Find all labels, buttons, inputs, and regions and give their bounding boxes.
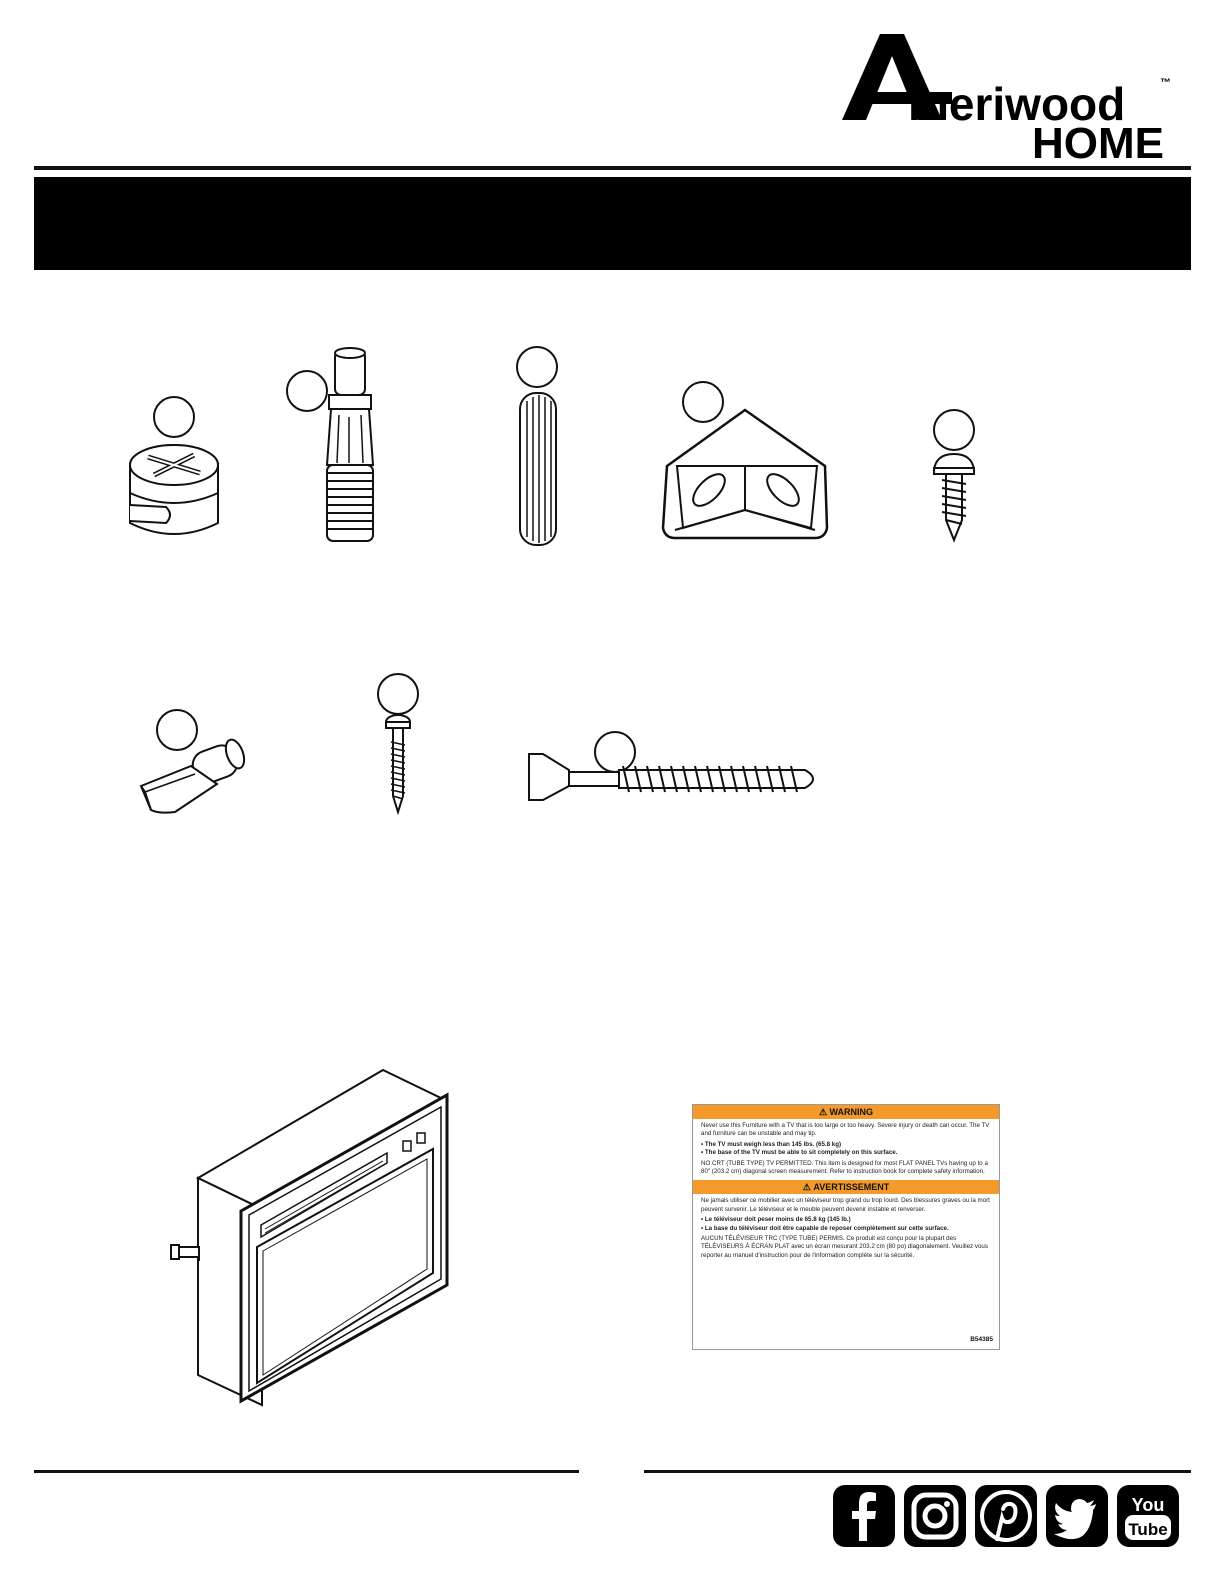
warning-triangle-icon: ⚠ [802,1182,814,1193]
warning-en-bullet-1: • The TV must weigh less than 145 lbs. (65.8 kg) [701,1140,842,1148]
tv-warning-label [692,1104,1000,1350]
warning-en-paragraph-1: Never use this Furniture with a TV that is too large or too heavy. Severe injury or death can occur. The TV and furniture can be unstable and may tip. [701,1122,990,1138]
youtube-icon[interactable] [1117,1485,1179,1547]
title-banner [34,177,1191,270]
pinterest-icon[interactable] [975,1485,1037,1547]
logo-trademark: ™ [1160,77,1171,89]
shelf-peg-icon [135,708,255,823]
cam-bolt-icon [283,345,393,550]
warning-fr-paragraph-2: AUCUN TÉLÉVISEUR TRC (TYPE TUBE) PERMIS. Ce produit est conçu pour la plupart des TÉLÉVISEURS À ÉCRAN PLAT avec un écran mesurant 203.2 cm (80 po) diagonalement. Veuillez vous reporter au manuel d'instruction pour de l'information complète sur la sécurité. [701,1235,988,1259]
footer-rule-right [644,1470,1191,1473]
logo-home-text: HOME [1032,119,1164,164]
warning-label-code: B54385 [970,1336,993,1343]
ameriwood-home-logo [842,34,1182,164]
pan-head-screw-icon [928,408,988,543]
cam-lock-icon [126,395,226,545]
twitter-icon[interactable] [1046,1485,1108,1547]
logo-wordmark: meriwood [908,78,1126,130]
flat-head-screw-icon [525,730,830,810]
fireplace-insert-illustration [165,1065,465,1410]
warning-fr-bullet-1: • Le téléviseur doit peser moins de 65.8 kg (145 lb.) [701,1216,851,1224]
wood-dowel-icon [510,345,570,550]
warning-triangle-icon: ⚠ [818,1107,830,1117]
warning-en-bullet-2: • The base of the TV must be able to sit completely on this surface. [701,1149,898,1157]
warning-body-en [693,1119,999,1180]
instagram-icon[interactable] [904,1485,966,1547]
youtube-top-text: You [1131,1495,1165,1515]
corner-bracket-icon [655,380,845,545]
small-screw-icon [372,672,432,817]
warning-body-fr [693,1194,999,1264]
warning-header-en: ⚠ WARNING [693,1105,999,1119]
part-bubble [154,397,194,437]
youtube-bottom-text: Tube [1128,1520,1168,1539]
warning-en-paragraph-2: NO CRT (TUBE TYPE) TV PERMITTED. This item is designed for most FLAT PANEL TVs having up to a 80" (203.2 cm) diagonal screen measurement. Refer to instruction book for complete safety information. [701,1159,988,1176]
footer-rule-left [34,1470,579,1473]
warning-fr-bullet-2: • La base du téléviseur doit être capable de reposer complètement sur cette surface. [701,1224,949,1232]
warning-fr-paragraph-1: Ne jamais utiliser ce mobilier avec un téléviseur trop grand ou trop lourd. Des blessures graves ou la mort peuvent survenir. Le téléviseur et le meuble peuvent devenir instable et renverser. [701,1197,990,1213]
facebook-icon[interactable] [833,1485,895,1547]
warning-header-fr: ⚠ AVERTISSEMENT [693,1180,999,1194]
header-rule [34,166,1191,170]
